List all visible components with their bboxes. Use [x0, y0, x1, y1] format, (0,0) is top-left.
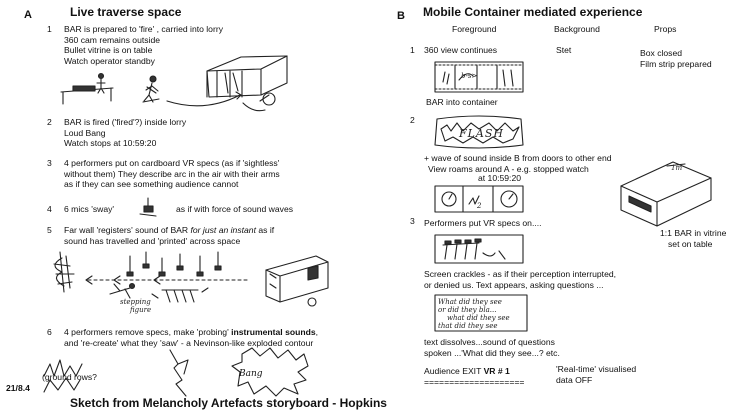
flash-label: FLASH: [459, 127, 505, 140]
row-1-foreground: 360 view continues: [424, 45, 498, 55]
sketch-lorry-scene: [55, 55, 290, 117]
column-background: Background: [554, 24, 600, 34]
step-4-text: 6 mics 'sway': [64, 204, 115, 214]
bar-into-container: BAR into container: [426, 97, 498, 107]
panel-b-label: B: [397, 10, 405, 22]
row-1-props: Box closed Film strip prepared: [640, 48, 712, 69]
step-5-text: Far wall 'registers' sound of BAR for just an instant as if sound has travelled and 'printed' across space: [64, 225, 275, 246]
crackle-description: Screen crackles - as if their perception interrupted, or denied us. Text appears, asking questions ...: [424, 269, 617, 290]
column-props: Props: [654, 24, 677, 34]
step-1-number: 1: [47, 24, 52, 34]
performers-film-strip: [433, 233, 525, 265]
step-4-number: 4: [47, 204, 52, 214]
step-1-text: BAR is prepared to 'fire' , carried into lorry 360 cam remains outside Bullet vitrine is on table Watch operator standby: [64, 24, 223, 66]
svg-text:or did they bla...: or did they bla...: [438, 306, 497, 314]
wave-description: + wave of sound inside B from doors to other end View roams around A - e.g. stopped watch: [424, 153, 612, 174]
panel-a-label: A: [24, 9, 32, 21]
row-3-foreground: Performers put VR specs on....: [424, 218, 542, 228]
svg-text:b-s>: b-s>: [461, 72, 478, 80]
column-foreground: Foreground: [452, 24, 497, 34]
step-5-number: 5: [47, 225, 52, 235]
step-3-text: 4 performers put on cardboard VR specs (as if 'sightless' without them) They describe arc in the air with their arms as if they can see something audience cannot: [64, 158, 280, 189]
row-1-number: 1: [410, 45, 415, 55]
vitrine-box-sketch: [615, 160, 715, 230]
watch-film-strip: [433, 184, 525, 214]
stopped-time: at 10:59:20: [478, 173, 522, 183]
svg-text:2: 2: [477, 202, 482, 210]
ground-rows-note: (ground rows?: [42, 372, 97, 382]
step-6-number: 6: [47, 327, 52, 337]
row-1-background: Stet: [556, 45, 572, 55]
step-6-text: 4 performers remove specs, make 'probing' instrumental sounds, and 're-create' what they 'saw' - a Nevinson-like exploded contour: [64, 327, 319, 348]
realtime-note: 'Real-time' visualised data OFF: [556, 364, 637, 385]
panel-a-title: Live traverse space: [70, 5, 182, 19]
row-3-number: 3: [410, 216, 415, 226]
panel-b-title: Mobile Container mediated experience: [423, 5, 643, 19]
vitrine-dimension: 1m: [671, 164, 683, 172]
questions-film-strip: [433, 293, 529, 333]
audience-exit: Audience EXIT VR # 1: [424, 366, 510, 376]
vitrine-note: 1:1 BAR in vitrine set on table: [660, 228, 727, 249]
bang-label: Bang: [239, 369, 263, 379]
svg-text:what did they see: what did they see: [447, 314, 510, 322]
page-caption: Sketch from Melancholy Artefacts storyboard - Hopkins: [70, 396, 387, 410]
mic-sway-icon: [130, 196, 170, 221]
svg-text:that did they see: that did they see: [438, 322, 498, 330]
svg-text:What did they see: What did they see: [438, 298, 502, 306]
step-4-side-note: as if with force of sound waves: [176, 204, 294, 214]
dissolve-description: text dissolves...sound of questions spoken ...'What did they see...? etc.: [424, 337, 560, 358]
figure-label: figure: [130, 306, 152, 314]
film-strip-1: [433, 60, 525, 94]
stepping-label: stepping: [120, 298, 151, 306]
flash-film-strip: [433, 113, 525, 151]
step-3-number: 3: [47, 158, 52, 168]
row-2-number: 2: [410, 115, 415, 125]
step-2-text: BAR is fired ('fired'?) inside lorry Loud Bang Watch stops at 10:59:20: [64, 117, 187, 148]
sketch-sound-wall: [40, 244, 330, 316]
exit-rule: ====================: [424, 377, 525, 387]
page-reference: 21/8.4: [6, 383, 30, 393]
step-2-number: 2: [47, 117, 52, 127]
